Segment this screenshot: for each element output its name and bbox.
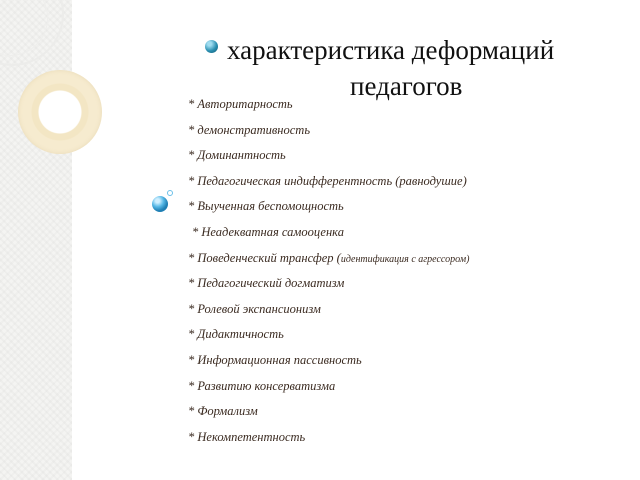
title-line-2: педагогов	[350, 71, 463, 101]
decorative-ring	[18, 70, 102, 154]
list-item	[188, 352, 469, 378]
list-item	[188, 122, 469, 148]
list-item-text: * Выученная беспомощность	[188, 199, 344, 214]
bullet-icon	[205, 40, 218, 53]
decorative-orb-icon	[152, 196, 168, 212]
list-item-text: * Педагогический догматизм	[188, 276, 345, 291]
list-item-text: * Ролевой экспансионизм	[188, 301, 321, 316]
list-item-text: * Формализм	[188, 404, 258, 419]
list-item	[188, 96, 469, 122]
list-item	[188, 403, 469, 429]
list-item-text: * Дидактичность	[188, 327, 284, 342]
list-item	[188, 173, 469, 199]
list-item	[188, 224, 469, 250]
list-item	[188, 378, 469, 404]
list-item-text: * Педагогическая индифферентность (равнодушие)	[188, 173, 467, 188]
list-item	[188, 275, 469, 301]
list-item-text: * Некомпетентность	[188, 429, 306, 444]
list-item-text: * демонстративность	[188, 122, 311, 137]
list-item-text: * Авторитарность	[188, 97, 293, 111]
slide-title	[205, 32, 625, 104]
list-item	[188, 326, 469, 352]
list-item-text: * Развитию консерватизма	[188, 378, 336, 393]
list-item-note: идентификация с агрессором)	[340, 253, 470, 265]
list-item	[188, 301, 469, 327]
list-item-text: * Неадекватная самооценка	[192, 224, 344, 239]
list-item-text: * Поведенческий трансфер (	[188, 250, 341, 265]
title-line-1: характеристика деформаций	[227, 35, 555, 65]
decorative-small-orb-icon	[167, 190, 173, 196]
list-item	[188, 429, 469, 455]
deformation-list	[188, 96, 469, 454]
list-item	[188, 198, 469, 224]
list-item-text: * Доминантность	[188, 148, 286, 163]
list-item	[188, 250, 469, 276]
list-item-text: * Информационная пассивность	[188, 352, 362, 367]
list-item	[188, 147, 469, 173]
